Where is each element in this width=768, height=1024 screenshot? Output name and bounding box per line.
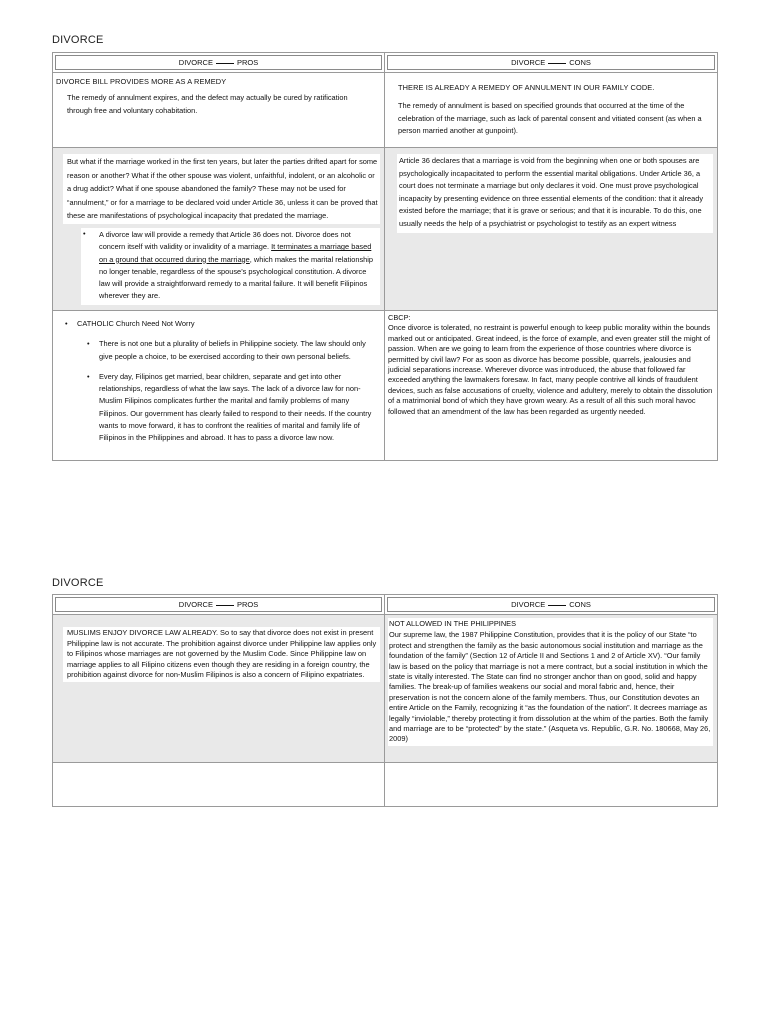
list-item	[53, 371, 378, 445]
pros-header-right: PROS	[236, 58, 259, 67]
pros-cell	[53, 73, 385, 148]
pros-cell	[53, 763, 385, 807]
dash-divider	[548, 605, 566, 606]
cons-header-cell	[385, 53, 718, 73]
list-item	[81, 228, 380, 305]
section-title: DIVORCE	[52, 34, 104, 46]
cons-text: The remedy of annulment is based on specified grounds that occurred at the time of the celebration of the marriage, such as lack of parental consent and vitiated consent (as when a person married another at gunpoint).	[398, 101, 702, 135]
pros-cons-table	[52, 52, 718, 461]
cons-text: Our supreme law, the 1987 Philippine Constitution, provides that it is the policy of our State “to protect and strengthen the family as the basic autonomous social institution and marriage as the foundation of the family” (Section 12 of Article II and Sections 1 and 2 of Article XV). “Our family law is based on the policy that marriage is not a mere contract, but a social institution in which the state is vitally interested. The State can find no stronger anchor than on good, solid and happy families. The break-up of families weakens our social and moral fabric and, hence, their preservation is not the concern alone of the family members. Thus, our Constitution devotes an entire Article on the Family, recognizing it “as the foundation of the nation”. It decrees marriage as legally “inviolable,” thereby protecting it from dissolution at the whim of the parties. Both the family and marriage are to be “protected” by the state.” (Asqueta vs. Republic, G.R. No. 180668, May 26, 2009)	[388, 630, 713, 745]
cons-cell	[385, 763, 718, 807]
cons-header-left: DIVORCE	[511, 600, 546, 609]
pros-heading: DIVORCE BILL PROVIDES MORE AS A REMEDY	[56, 77, 227, 86]
cons-heading: THERE IS ALREADY A REMEDY OF ANNULMENT IN OUR FAMILY CODE.	[398, 83, 655, 92]
section-title: DIVORCE	[52, 577, 104, 589]
dash-divider	[548, 63, 566, 64]
cons-header	[387, 597, 715, 612]
list-item	[53, 318, 378, 330]
cons-heading: NOT ALLOWED IN THE PHILIPPINES	[388, 618, 713, 630]
pros-header-cell	[53, 595, 385, 615]
pros-bullet-text: A divorce law will provide a remedy that Article 36 does not. Divorce does not concern itself with validity or invalidity of a marriage.	[99, 229, 351, 252]
dash-divider	[216, 63, 234, 64]
pros-header-right: PROS	[236, 600, 259, 609]
pros-cell	[53, 148, 385, 311]
pros-header-left: DIVORCE	[178, 600, 213, 609]
cons-text: Once divorce is tolerated, no restraint is powerful enough to keep public morality within the bounds marked out or anticipated. Great indeed, is the force of example, and even greater still the might of passion. When are we going to learn from the experience of those countries where divorce is permitted by civil law? For as soon as divorce has become possible, quarrels, jealousies and judicial separations increase. Wherever divorce was introduced, the abuse that followed far exceeded anything the lawmakers foresaw. In fact, many people contrive all kinds of fraudulent devices, such as false accusations of cruelty, violence and adultery, merely to obtain the dissolution of a matrimonial bond of which they have grown weary. As a result of all this such moral havoc followed that an amendment of the law has been regarded as urgently needed.	[388, 323, 713, 416]
bullet-dot: •	[83, 228, 86, 238]
pros-sub-text: There is not one but a plurality of beliefs in Philippine society. The law should only give people a choice, to be exercised according to their own personal beliefs.	[99, 339, 366, 361]
dash-divider	[216, 605, 234, 606]
list-item	[53, 338, 378, 363]
pros-cell	[53, 615, 385, 763]
pros-bullet-main: CATHOLIC Church Need Not Worry	[77, 319, 195, 328]
pros-bullet-underlined: It terminates a marriage based on a ground that occurred during the marriage	[99, 242, 372, 264]
cons-header-right: CONS	[569, 600, 591, 609]
pros-cell	[53, 311, 385, 461]
pros-bullet-text-end: , which makes the marital relationship no longer tenable, regardless of the spouse’s psychological constitution. A divorce law will provide a straightforward remedy to a marital failure. It will benefit Filipinos wherever they are.	[99, 254, 374, 301]
bullet-dot: •	[87, 371, 90, 381]
bullet-dot: •	[65, 319, 68, 328]
cons-heading: CBCP:	[388, 313, 411, 322]
cons-cell	[385, 73, 718, 148]
pros-header-left: DIVORCE	[178, 58, 213, 67]
pros-text: But what if the marriage worked in the first ten years, but later the parties drifted apart for some reason or another? What if the other spouse was violent, unfaithful, indolent, or an alcoholic or a drug addict? What if one spouse abandoned the family? These may not be used for “annulment,” or for a marriage to be declared void under Article 36, unless it can be proved that these are manifestations of psychological incapacity that predated the marriage.	[63, 154, 380, 224]
cons-header	[387, 55, 715, 70]
pros-header-cell	[53, 53, 385, 73]
cons-header-cell	[385, 595, 718, 615]
pros-header	[55, 55, 382, 70]
cons-header-left: DIVORCE	[511, 58, 546, 67]
cons-cell	[385, 148, 718, 311]
pros-header	[55, 597, 382, 612]
pros-text: MUSLIMS ENJOY DIVORCE LAW ALREADY. So to say that divorce does not exist in present Philippine law is not accurate. The prohibition against divorce under Philippine law applies only to Filipinos whose marriages are not governed by the Muslim Code. Since Philippine law on marriage applies to all Filipino citizens even though they are residing in a foreign country, the prohibition against divorce for non-Muslim Filipinos is also a concern of Filipino expatriates.	[63, 627, 380, 682]
pros-text: The remedy of annulment expires, and the defect may actually be cured by ratification through free and voluntary cohabitation.	[67, 93, 348, 115]
cons-text: Article 36 declares that a marriage is void from the beginning when one or both spouses are psychologically incapacitated to perform the essential marital obligations. Under Article 36, a court does not terminate a marriage but only declares it void. One must prove psychological incapacity by presenting evidence on three essential elements of the condition: that it already existed before the marriage; that it is grave or serious; and that it is incurable. To do this, one usually needs the help of a psychiatrist or psychologist to testify as an expert witness	[397, 154, 713, 233]
cons-header-right: CONS	[569, 58, 591, 67]
pros-cons-table	[52, 594, 718, 807]
cons-cell	[385, 311, 718, 461]
bullet-dot: •	[87, 339, 90, 349]
pros-sub-text: Every day, Filipinos get married, bear children, separate and get into other relationships, regardless of what the law says. The lack of a divorce law for non-Muslim Filipinos complicates further the marital and family problems of many Filipinos. Our government has clearly failed to respond to their needs. If the country wants to move forward, it has to confront the realities of marital and family life of Filipinos in the Philippines and abroad. It has to pass a divorce law now.	[99, 371, 372, 443]
cons-cell	[385, 615, 718, 763]
